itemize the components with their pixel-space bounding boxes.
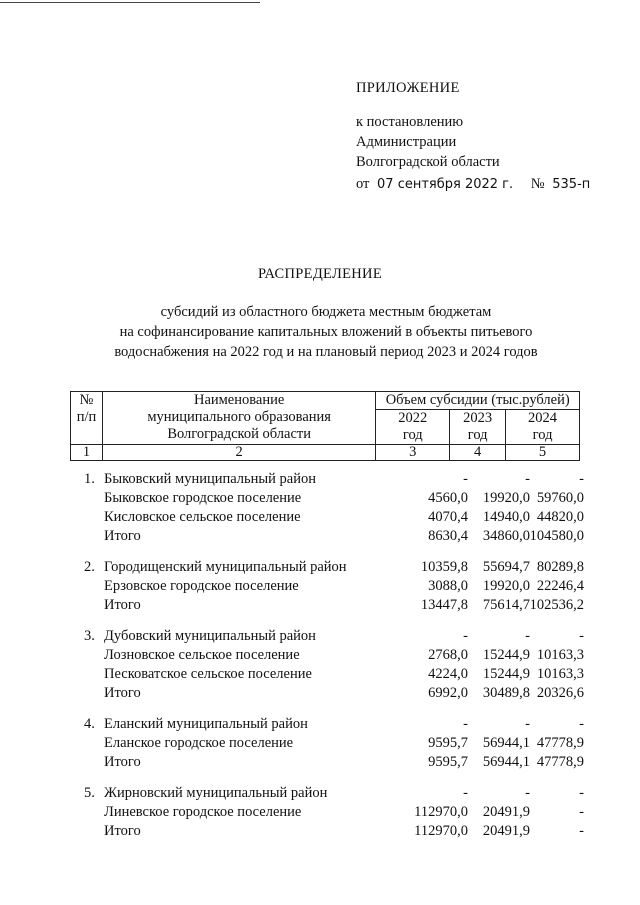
table-row [84, 665, 584, 684]
god-label: год [467, 427, 488, 443]
value-2024: - [579, 716, 584, 732]
value-2023: 20491,9 [482, 804, 530, 820]
decree-number: 535-п [552, 177, 591, 192]
table-row [84, 577, 584, 596]
value-2024: 59760,0 [536, 490, 584, 506]
value-2024: - [579, 785, 584, 801]
header-name-l3: Волгоградской области [167, 426, 311, 442]
subsidy-table-body [84, 470, 584, 841]
subtitle-line: водоснабжения на 2022 год и на плановый период 2023 и 2024 годов [114, 344, 538, 360]
value-2022: 2768,0 [428, 647, 468, 663]
value-2022: 13447,8 [420, 597, 468, 613]
table-row [84, 715, 584, 734]
value-2022: - [463, 785, 468, 801]
table-row [84, 684, 584, 703]
value-2022: - [463, 628, 468, 644]
value-2024: 10163,3 [536, 666, 584, 682]
value-2022: 112970,0 [414, 823, 468, 839]
row-name: Ерзовское городское поселение [104, 578, 299, 594]
value-2024: 20326,6 [536, 685, 584, 701]
value-2023: 19920,0 [482, 490, 530, 506]
appendix-title: ПРИЛОЖЕНИЕ [356, 80, 460, 96]
value-2022: 9595,7 [428, 754, 468, 770]
col-num-5: 5 [506, 445, 580, 461]
row-index: 1. [84, 471, 95, 487]
row-name: Быковский муниципальный район [104, 471, 316, 487]
row-name: Лозновское сельское поселение [104, 647, 300, 663]
group-gap [84, 703, 584, 715]
value-2024: - [579, 471, 584, 487]
header-name [102, 392, 375, 445]
subtitle-line: на софинансирование капитальных вложений в объекты питьевого [119, 324, 533, 340]
value-2023: 30489,8 [482, 685, 530, 701]
col-num-2: 2 [102, 445, 375, 461]
value-2023: 56944,1 [482, 735, 530, 751]
decree-date: 07 сентября 2022 г. [377, 177, 514, 192]
row-name: Итого [104, 823, 141, 839]
value-2023: - [525, 628, 530, 644]
table-row [84, 470, 584, 489]
value-2022: 3088,0 [428, 578, 468, 594]
group-gap [84, 546, 584, 558]
year-label: 2024 [528, 410, 558, 426]
value-2023: - [525, 716, 530, 732]
row-name: Итого [104, 754, 141, 770]
value-2023: 14940,0 [482, 509, 530, 525]
from-label: от [356, 176, 370, 192]
year-label: 2023 [463, 410, 493, 426]
header-year-2023 [450, 410, 506, 445]
col-num-3: 3 [376, 445, 450, 461]
row-name: Жирновский муниципальный район [104, 785, 328, 801]
row-name: Итого [104, 685, 141, 701]
row-index: 5. [84, 785, 95, 801]
value-2023: - [525, 471, 530, 487]
row-index: 3. [84, 628, 95, 644]
appendix-line-1: к постановлению [356, 114, 464, 130]
value-2024: 104580,0 [529, 528, 584, 544]
value-2022: - [463, 471, 468, 487]
header-name-l1: Наименование [193, 392, 285, 408]
col-num-4: 4 [450, 445, 506, 461]
group-gap [84, 615, 584, 627]
decree-date-line [356, 176, 590, 193]
number-label: № [530, 176, 545, 192]
table-row [84, 596, 584, 615]
value-2023: 56944,1 [482, 754, 530, 770]
subsidy-table-header [70, 391, 580, 461]
table-row [84, 508, 584, 527]
row-name: Кисловское сельское поселение [104, 509, 301, 525]
table-row [84, 753, 584, 772]
table-row [84, 734, 584, 753]
appendix-line-3: Волгоградской области [356, 154, 500, 170]
header-year-2024 [506, 410, 580, 445]
value-2024: 102536,2 [529, 597, 584, 613]
row-name: Песковатское сельское поселение [104, 666, 312, 682]
table-row [84, 627, 584, 646]
document-heading: РАСПРЕДЕЛЕНИЕ [258, 266, 382, 282]
subtitle-line: субсидий из областного бюджета местным бюджетам [160, 304, 492, 320]
group-gap [84, 772, 584, 784]
row-name: Дубовский муниципальный район [104, 628, 316, 644]
row-name: Итого [104, 597, 141, 613]
row-name: Быковское городское поселение [104, 490, 302, 506]
document-subtitle [0, 302, 640, 362]
value-2024: 10163,3 [536, 647, 584, 663]
appendix-line-2: Администрации [356, 134, 457, 150]
header-num-l1: № [79, 392, 94, 408]
value-2023: 34860,0 [482, 528, 530, 544]
header-name-l2: муниципального образования [147, 409, 331, 425]
value-2022: 10359,8 [420, 559, 468, 575]
row-name: Городищенский муниципальный район [104, 559, 347, 575]
value-2024: 44820,0 [536, 509, 584, 525]
appendix-block [356, 78, 500, 172]
row-index: 2. [84, 559, 95, 575]
value-2022: 8630,4 [428, 528, 468, 544]
header-num-l2: п/п [76, 409, 97, 425]
year-label: 2022 [398, 410, 428, 426]
value-2024: 47778,9 [536, 754, 584, 770]
value-2024: - [579, 804, 584, 820]
value-2022: 4560,0 [428, 490, 468, 506]
value-2023: 20491,9 [482, 823, 530, 839]
header-num [71, 392, 103, 445]
value-2022: - [463, 716, 468, 732]
god-label: год [532, 427, 553, 443]
table-row [84, 489, 584, 508]
value-2023: - [525, 785, 530, 801]
value-2022: 4224,0 [428, 666, 468, 682]
table-row [84, 558, 584, 577]
value-2022: 112970,0 [414, 804, 468, 820]
header-year-2022 [376, 410, 450, 445]
value-2023: 55694,7 [482, 559, 530, 575]
value-2023: 15244,9 [482, 666, 530, 682]
value-2023: 75614,7 [482, 597, 530, 613]
value-2024: 80289,8 [536, 559, 584, 575]
table-row [84, 527, 584, 546]
value-2022: 6992,0 [428, 685, 468, 701]
table-row [84, 822, 584, 841]
value-2022: 4070,4 [428, 509, 468, 525]
table-row [84, 803, 584, 822]
row-name: Еланское городское поселение [104, 735, 294, 751]
header-volume: Объем субсидии (тыс.рублей) [376, 392, 580, 410]
row-name: Итого [104, 528, 141, 544]
value-2023: 15244,9 [482, 647, 530, 663]
value-2024: - [579, 823, 584, 839]
col-num-1: 1 [71, 445, 103, 461]
row-name: Линевское городское поселение [104, 804, 302, 820]
row-name: Еланский муниципальный район [104, 716, 308, 732]
top-rule [0, 2, 260, 3]
row-index: 4. [84, 716, 95, 732]
value-2024: - [579, 628, 584, 644]
god-label: год [402, 427, 423, 443]
value-2024: 22246,4 [536, 578, 584, 594]
value-2022: 9595,7 [428, 735, 468, 751]
table-row [84, 784, 584, 803]
table-row [84, 646, 584, 665]
value-2024: 47778,9 [536, 735, 584, 751]
value-2023: 19920,0 [482, 578, 530, 594]
